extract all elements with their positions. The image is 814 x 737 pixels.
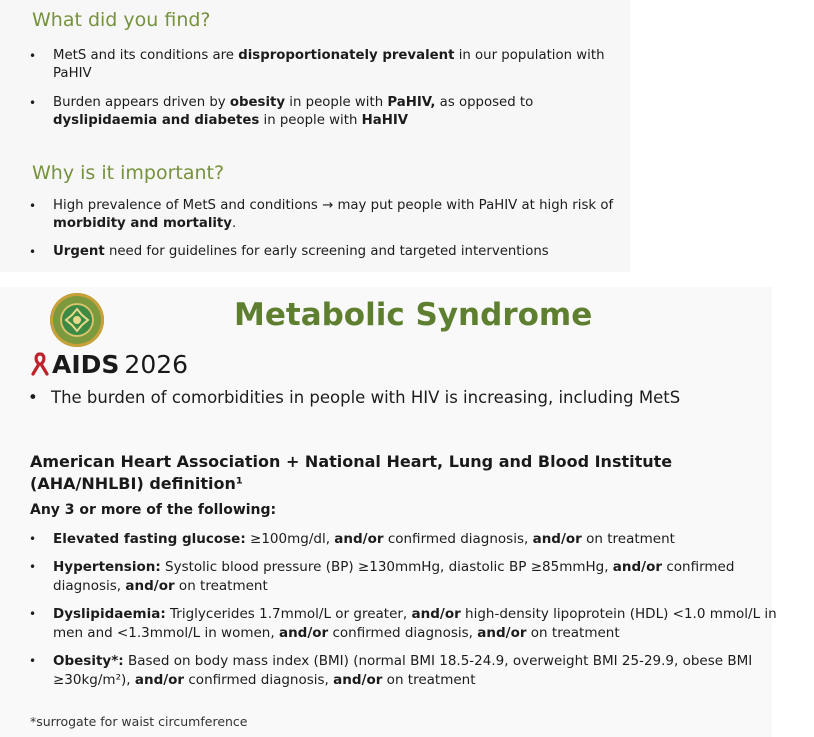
emphasis-text: and/or	[134, 672, 185, 688]
criteria-subheading: Any 3 or more of the following:	[30, 502, 277, 518]
logo-word: AIDS	[52, 349, 120, 379]
body-text: confirmed diagnosis,	[328, 625, 478, 641]
criterion-dyslipidaemia	[24, 605, 784, 643]
body-text: .	[231, 216, 237, 231]
body-text: High prevalence of MetS and conditions → may put people with PaHIV at high risk of	[53, 198, 614, 213]
body-text: high-density lipoprotein (HDL) <1.0 mmol/L in men and <1.3mmol/L in women,	[53, 606, 777, 641]
emphasis-text: obesity	[229, 95, 286, 110]
body-text: confirmed diagnosis,	[184, 672, 334, 688]
emphasis-text: and/or	[125, 578, 175, 594]
emphasis-text: PaHIV,	[387, 95, 436, 110]
body-text: on treatment	[526, 625, 620, 641]
emphasis-text: and/or	[411, 606, 461, 622]
body-text: in our population with PaHIV	[53, 48, 605, 81]
list-item	[24, 94, 624, 130]
emphasis-text: and/or	[612, 559, 663, 575]
criterion-hypertension	[24, 558, 784, 596]
body-text: confirmed diagnosis,	[53, 559, 735, 594]
emphasis-text: Elevated fasting glucose:	[53, 531, 246, 547]
list-item	[24, 243, 624, 261]
body-text: MetS and its conditions are	[53, 48, 239, 63]
body-text: on treatment	[581, 531, 675, 547]
society-seal-icon	[50, 293, 104, 347]
findings-heading: What did you find?	[32, 9, 211, 31]
emphasis-text: morbidity and mortality	[53, 216, 232, 231]
emphasis-text: and/or	[334, 531, 384, 547]
emphasis-text: and/or	[333, 672, 383, 688]
body-text: Based on body mass index (BMI) (normal BMI 18.5-24.9, overweight BMI 25-29.9, obese BMI ≥30kg/m²),	[53, 653, 753, 688]
definition-line: (AHA/NHLBI) definition¹	[30, 474, 243, 493]
emphasis-text: HaHIV	[361, 113, 409, 128]
aids-2026-logo	[30, 349, 188, 379]
emphasis-text: Hypertension:	[53, 559, 161, 575]
body-text: Systolic blood pressure (BP) ≥130mmHg, diastolic BP ≥85mmHg,	[160, 559, 613, 575]
intro-list	[24, 388, 680, 407]
conclusions-panel	[0, 0, 630, 272]
emphasis-text: dyslipidaemia and diabetes	[53, 113, 260, 128]
body-text: in people with	[285, 95, 388, 110]
importance-heading: Why is it important?	[32, 162, 225, 184]
emphasis-text: and/or	[532, 531, 582, 547]
margin-strip	[800, 0, 814, 737]
body-text: as opposed to	[435, 95, 534, 110]
body-text: on treatment	[174, 578, 268, 594]
list-item	[24, 197, 624, 233]
emphasis-text: Urgent	[53, 244, 105, 259]
definition-heading	[30, 451, 672, 495]
body-text: confirmed diagnosis,	[383, 531, 533, 547]
body-text: Burden appears driven by	[53, 95, 230, 110]
emphasis-text: Dyslipidaemia:	[53, 606, 166, 622]
body-text: ≥100mg/dl,	[245, 531, 335, 547]
definition-line: American Heart Association + National Heart, Lung and Blood Institute	[30, 452, 673, 471]
importance-list	[24, 197, 624, 261]
emphasis-text: disproportionately prevalent	[238, 48, 455, 63]
emphasis-text: and/or	[278, 625, 329, 641]
body-text: on treatment	[382, 672, 476, 688]
seal-emblem	[60, 303, 94, 337]
criterion-obesity	[24, 652, 784, 690]
awareness-ribbon-icon	[30, 351, 50, 377]
criteria-list	[24, 530, 784, 699]
body-text: in people with	[259, 113, 362, 128]
intro-text: • The burden of comorbidities in people with HIV is increasing, including MetS	[24, 388, 680, 407]
findings-list	[24, 47, 624, 130]
logo-year: 2026	[124, 349, 189, 379]
slide-title: Metabolic Syndrome	[234, 297, 593, 333]
footnote: *surrogate for waist circumference	[30, 714, 248, 729]
body-text: need for guidelines for early screening and targeted interventions	[104, 244, 549, 259]
list-item	[24, 47, 624, 83]
emphasis-text: Obesity*:	[53, 653, 124, 669]
body-text: Triglycerides 1.7mmol/L or greater,	[165, 606, 412, 622]
emphasis-text: and/or	[477, 625, 527, 641]
criterion-glucose	[24, 530, 784, 549]
